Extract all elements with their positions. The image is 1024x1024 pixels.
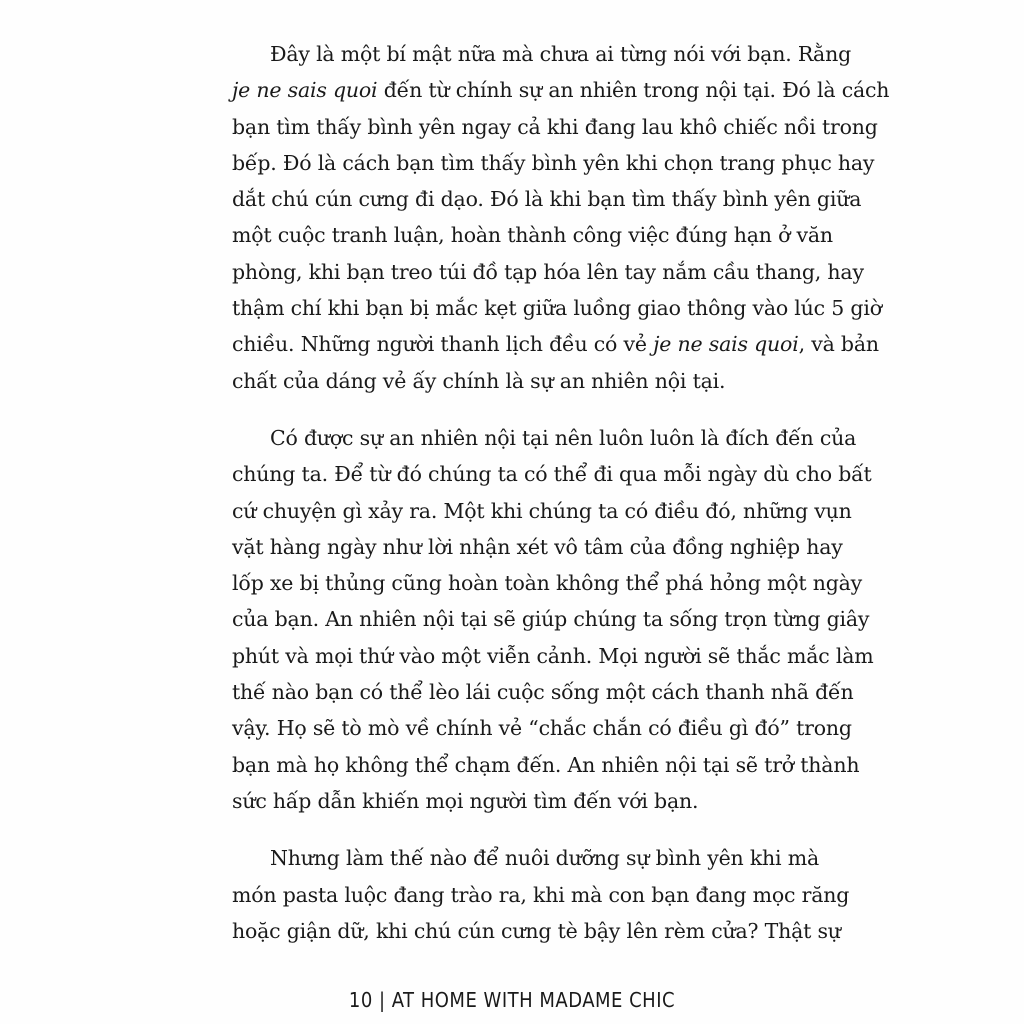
text-line: sức hấp dẫn khiến mọi người tìm đến với bạn. [232,788,699,813]
text-line: một cuộc tranh luận, hoàn thành công việc đúng hạn ở văn [232,223,833,248]
text-line: bạn mà họ không thể chạm đến. An nhiên nội tại sẽ trở thành [232,752,860,777]
text-segment: chiều. Những người thanh lịch đều có vẻ [232,332,654,357]
text-line: món pasta luộc đang trào ra, khi mà con bạn đang mọc răng [232,882,850,907]
text-line: bạn tìm thấy bình yên ngay cả khi đang lau khô chiếc nồi trong [232,114,878,139]
text-line: vậy. Họ sẽ tò mò về chính vẻ “chắc chắn có điều gì đó” trong [232,716,852,741]
text-line: chúng ta. Để từ đó chúng ta có thể đi qua mỗi ngày dù cho bất [232,462,872,487]
paragraph-1 [232,36,890,399]
text-line: Có được sự an nhiên nội tại nên luôn luôn là đích đến của [270,425,857,450]
text-line: thậm chí khi bạn bị mắc kẹt giữa luồng giao thông vào lúc 5 giờ [232,296,882,321]
italic-phrase: je ne sais quoi [653,332,799,357]
text-line: Đây là một bí mật nữa mà chưa ai từng nói với bạn. Rằng [270,42,852,66]
paragraph-spacer [232,399,800,420]
body-text [232,36,890,949]
text-line: phòng, khi bạn treo túi đồ tạp hóa lên tay nắm cầu thang, hay [232,259,864,284]
text-line: lốp xe bị thủng cũng hoàn toàn không thể phá hỏng một ngày [232,571,863,596]
text-line: hoặc giận dữ, khi chú cún cưng tè bậy lên rèm cửa? Thật sự [232,918,841,943]
text-line: thế nào bạn có thể lèo lái cuộc sống một cách thanh nhã đến [232,680,854,705]
text-line: dắt chú cún cưng đi dạo. Đó là khi bạn tìm thấy bình yên giữa [232,187,862,212]
paragraph-2 [232,420,874,819]
text-line: của bạn. An nhiên nội tại sẽ giúp chúng ta sống trọn từng giây [232,607,870,632]
paragraph-3 [232,840,850,949]
paragraph-spacer [232,819,800,840]
text-line [232,72,890,108]
text-line: chất của dáng vẻ ấy chính là sự an nhiên nội tại. [232,368,726,393]
text-segment: đến từ chính sự an nhiên trong nội tại. Đó là cách [377,78,890,103]
text-line: bếp. Đó là cách bạn tìm thấy bình yên khi chọn trang phục hay [232,150,875,175]
text-line [232,326,879,362]
text-segment: , và bản [798,332,879,357]
text-line: Nhưng làm thế nào để nuôi dưỡng sự bình yên khi mà [270,846,819,871]
italic-phrase: je ne sais quoi [232,78,378,103]
page-footer: 10 | AT HOME WITH MADAME CHIC [348,988,676,1012]
text-line: phút và mọi thứ vào một viễn cảnh. Mọi người sẽ thắc mắc làm [232,643,874,668]
text-line: cứ chuyện gì xảy ra. Một khi chúng ta có điều đó, những vụn [232,498,852,523]
text-line: vặt hàng ngày như lời nhận xét vô tâm của đồng nghiệp hay [232,534,843,559]
